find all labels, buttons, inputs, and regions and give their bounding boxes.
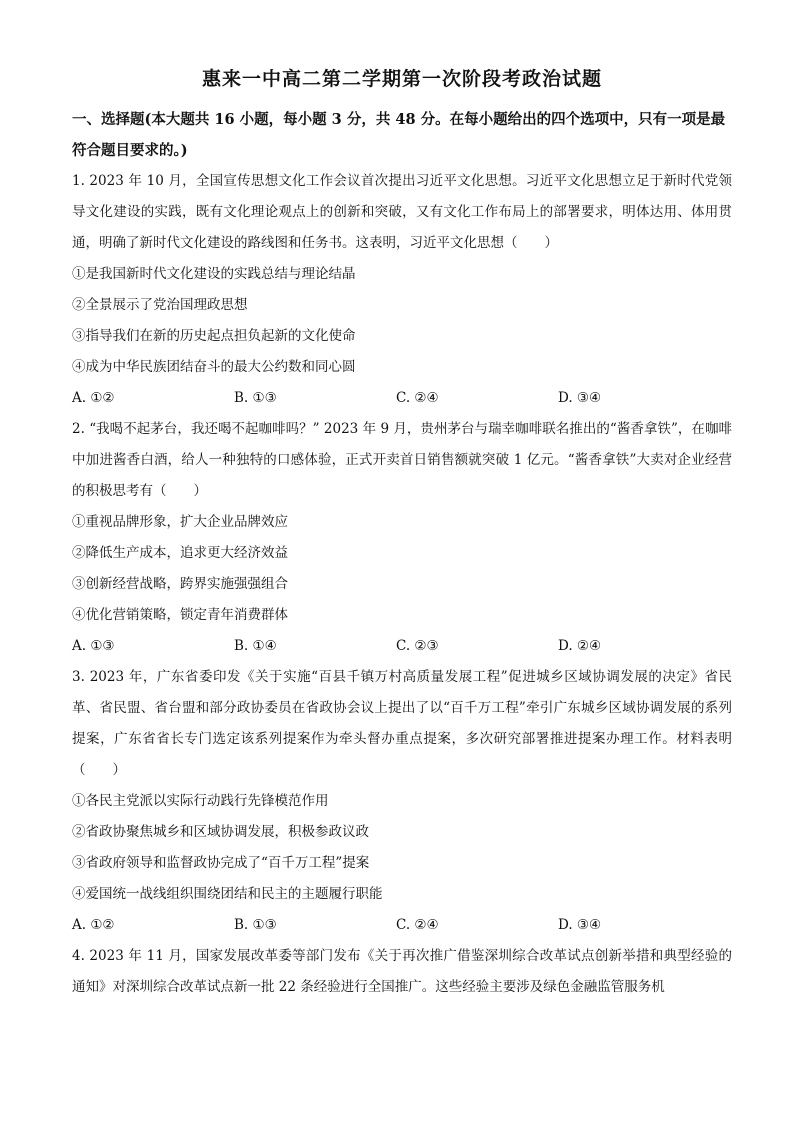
answer-choices xyxy=(72,910,732,941)
question-statement: ①各民主党派以实际行动践行先锋模范作用 xyxy=(72,793,329,809)
question-statement: ②省政协聚焦城乡和区域协调发展，积极参政议政 xyxy=(72,824,369,840)
question-stem: 2. “我喝不起茅台，我还喝不起咖啡吗？” 2023 年 9 月，贵州茅台与瑞幸咖啡联名推出的“酱香拿铁”，在咖啡中加进酱香白酒，给人一种独特的口感体验，正式开卖首日销售额就突破 1 亿元。“酱香拿铁”大卖对企业经营的积极思考有（ ） xyxy=(72,421,732,499)
question-statement: ①是我国新时代文化建设的实践总结与理论结晶 xyxy=(72,266,356,282)
section-header: 一、选择题(本大题共 16 小题，每小题 3 分，共 48 分。在每小题给出的四个选项中，只有一项是最符合题目要求的。) xyxy=(72,111,726,159)
question-statement: ③指导我们在新的历史起点担负起新的文化使命 xyxy=(72,328,356,344)
question-3 xyxy=(72,662,732,941)
choice-c: C. ②④ xyxy=(396,917,439,933)
choice-d: D. ③④ xyxy=(558,390,602,406)
question-statement: ④爱国统一战线组织围绕团结和民主的主题履行职能 xyxy=(72,886,383,902)
document-title: 惠来一中高二第二学期第一次阶段考政治试题 xyxy=(201,68,602,90)
choice-d: D. ③④ xyxy=(558,917,602,933)
question-stem: 1. 2023 年 10 月，全国宣传思想文化工作会议首次提出习近平文化思想。习近平文化思想立足于新时代党领导文化建设的实践，既有文化理论观点上的创新和突破，又有文化工作布局上的部署要求，明体达用、体用贯通，明确了新时代文化建设的路线图和任务书。这表明，习近平文化思想（ ） xyxy=(72,173,732,251)
choice-b: B. ①③ xyxy=(234,917,277,933)
choice-b: B. ①④ xyxy=(234,638,277,654)
question-1 xyxy=(72,166,732,414)
choice-a: A. ①② xyxy=(72,917,115,933)
question-statement: ④优化营销策略，锁定青年消费群体 xyxy=(72,607,288,623)
choice-d: D. ②④ xyxy=(558,638,602,654)
question-statement: ③省政府领导和监督政协完成了“百千万工程”提案 xyxy=(72,855,370,871)
answer-choices xyxy=(72,383,732,414)
choice-a: A. ①③ xyxy=(72,638,115,654)
choice-a: A. ①② xyxy=(72,390,115,406)
question-4 xyxy=(72,941,732,1003)
choice-b: B. ①③ xyxy=(234,390,277,406)
question-2 xyxy=(72,414,732,662)
question-statement: ①重视品牌形象，扩大企业品牌效应 xyxy=(72,514,288,530)
question-statement: ③创新经营战略，跨界实施强强组合 xyxy=(72,576,288,592)
question-stem: 4. 2023 年 11 月，国家发展改革委等部门发布《关于再次推广借鉴深圳综合改革试点创新举措和典型经验的通知》对深圳综合改革试点新一批 22 条经验进行全国推广。这些经验主要涉及绿色金融监管服务机 xyxy=(72,948,732,995)
question-stem: 3. 2023 年，广东省委印发《关于实施“百县千镇万村高质量发展工程”促进城乡区域协调发展的决定》省民革、省民盟、省台盟和部分政协委员在省政协会议上提出了以“百千万工程”牵引广东城乡区域协调发展的系列提案，广东省省长专门选定该系列提案作为牵头督办重点提案，多次研究部署推进提案办理工作。材料表明（ ） xyxy=(72,669,732,778)
answer-choices xyxy=(72,631,732,662)
question-statement: ②降低生产成本，追求更大经济效益 xyxy=(72,545,288,561)
choice-c: C. ②④ xyxy=(396,390,439,406)
choice-c: C. ②③ xyxy=(396,638,439,654)
question-statement: ②全景展示了党治国理政思想 xyxy=(72,297,248,313)
question-statement: ④成为中华民族团结奋斗的最大公约数和同心圆 xyxy=(72,359,356,375)
